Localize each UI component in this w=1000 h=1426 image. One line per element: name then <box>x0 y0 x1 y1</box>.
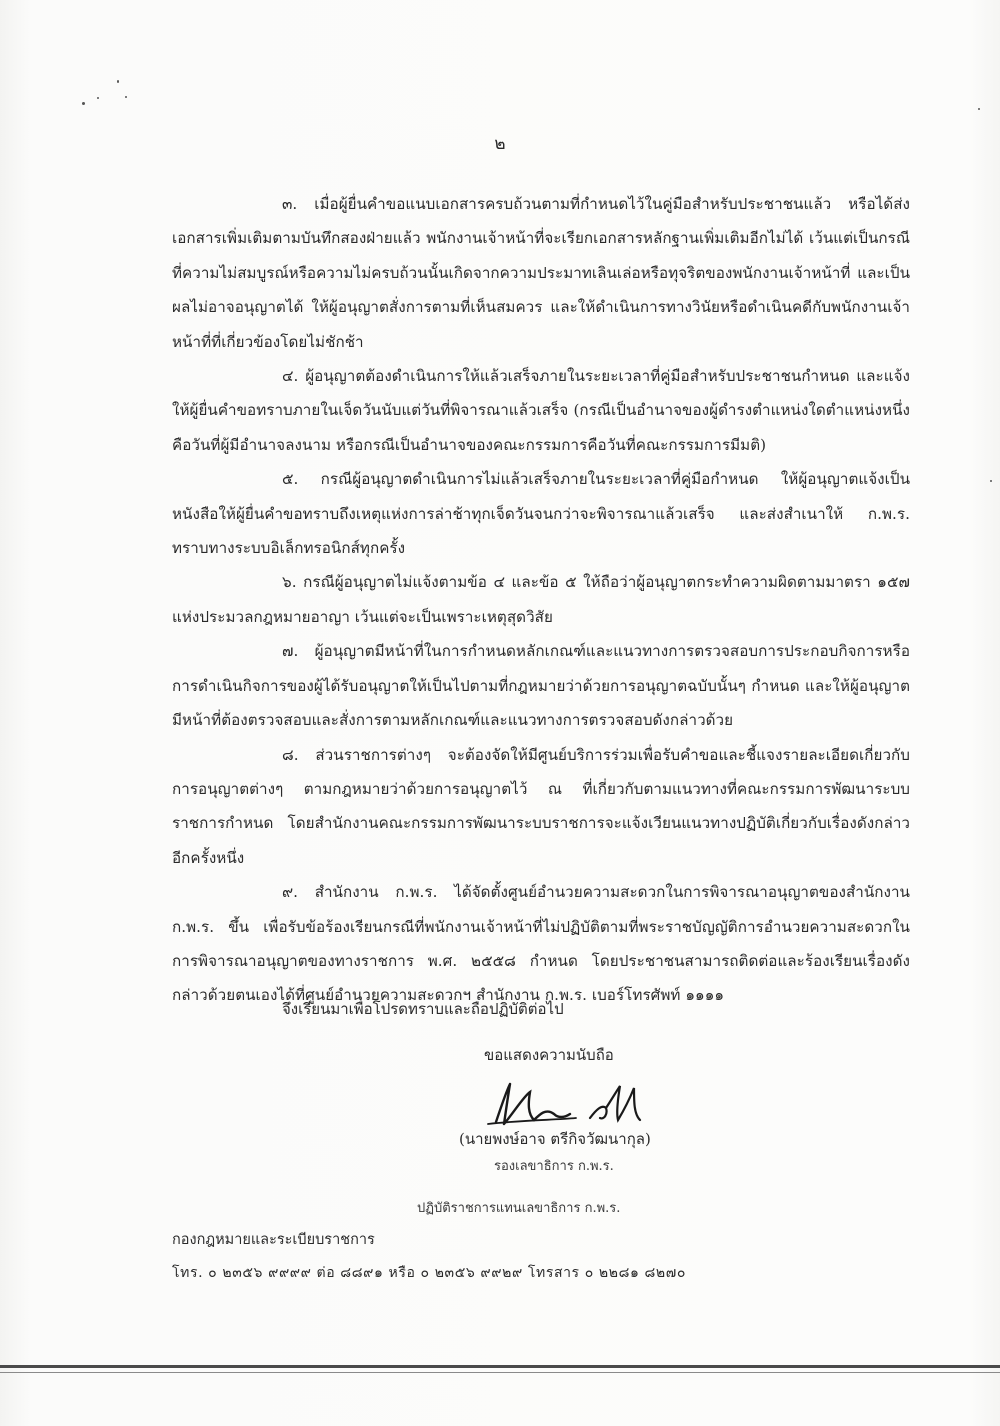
page-number: ๒ <box>494 134 506 154</box>
body-text <box>172 187 910 1013</box>
scan-edge-line <box>0 1365 1000 1368</box>
scan-speck <box>990 480 992 482</box>
paragraph-4: ๔. ผู้อนุญาตต้องดำเนินการให้แล้วเสร็จภายในระยะเวลาที่คู่มือสำหรับประชาชนกำหนด และแจ้งให้ผู้ยื่นคำขอทราบภายในเจ็ดวันนับแต่วันที่พิจารณาแล้วเสร็จ (กรณีเป็นอำนาจของผู้ดำรงตำแหน่งใดตำแหน่งหนึ่งคือวันที่ผู้มีอำนาจลงนาม หรือกรณีเป็นอำนาจของคณะกรรมการคือวันที่คณะกรรมการมีมติ) <box>172 367 910 454</box>
paragraph-9: ๙. สำนักงาน ก.พ.ร. ได้จัดตั้งศูนย์อำนวยความสะดวกในการพิจารณาอนุญาตของสำนักงาน ก.พ.ร. ขึ้น เพื่อรับข้อร้องเรียนกรณีที่พนักงานเจ้าหน้าที่ไม่ปฏิบัติตามที่พระราชบัญญัติการอำนวยความสะดวกในการพิจารณาอนุญาตของทางราชการ พ.ศ. ๒๕๕๘ กำหนด โดยประชาชนสามารถติดต่อและร้องเรียนเรื่องดังกล่าวด้วยตนเองได้ที่ศูนย์อำนวยความสะดวกฯ สำนักงาน ก.พ.ร. เบอร์โทรศัพท์ ๑๑๑๑ <box>172 883 910 1005</box>
scan-speck <box>82 102 85 105</box>
scan-speck <box>125 96 127 98</box>
paragraph-7: ๗. ผู้อนุญาตมีหน้าที่ในการกำหนดหลักเกณฑ์และแนวทางการตรวจสอบการประกอบกิจการหรือการดำเนินกิจการของผู้ได้รับอนุญาตให้เป็นไปตามที่กฎหมายว่าด้วยการอนุญาตฉบับนั้นๆ กำหนด และให้ผู้อนุญาตมีหน้าที่ต้องตรวจสอบและสั่งการตามหลักเกณฑ์และแนวทางการตรวจสอบดังกล่าวด้วย <box>172 642 910 730</box>
paragraph-6: ๖. กรณีผู้อนุญาตไม่แจ้งตามข้อ ๔ และข้อ ๕ ให้ถือว่าผู้อนุญาตกระทำความผิดตามมาตรา ๑๕๗ แห่งประมวลกฎหมายอาญา เว้นแต่จะเป็นเพราะเหตุสุดวิสัย <box>172 573 910 626</box>
signer-name: (นายพงษ์อาจ ตรีกิจวัฒนากุล) <box>459 1130 651 1148</box>
scan-speck <box>978 108 980 110</box>
scan-speck <box>117 80 119 83</box>
signer-acting-position: ปฏิบัติราชการแทนเลขาธิการ ก.พ.ร. <box>417 1201 621 1216</box>
department-name: กองกฎหมายและระเบียบราชการ <box>172 1232 375 1248</box>
regards-line: ขอแสดงความนับถือ <box>484 1046 614 1064</box>
handwritten-signature <box>484 1074 664 1134</box>
contact-line: โทร. ๐ ๒๓๕๖ ๙๙๙๙ ต่อ ๘๘๙๑ หรือ ๐ ๒๓๕๖ ๙๙๒๙ โทรสาร ๐ ๒๒๘๑ ๘๒๗๐ <box>172 1265 687 1281</box>
closing-line: จึงเรียนมาเพื่อโปรดทราบและถือปฏิบัติต่อไป <box>282 1000 564 1018</box>
paragraph-5: ๕. กรณีผู้อนุญาตดำเนินการไม่แล้วเสร็จภายในระยะเวลาที่คู่มือกำหนด ให้ผู้อนุญาตแจ้งเป็นหนังสือให้ผู้ยื่นคำขอทราบถึงเหตุแห่งการล่าช้าทุกเจ็ดวันจนกว่าจะพิจารณาแล้วเสร็จ และส่งสำเนาให้ ก.พ.ร. ทราบทางระบบอิเล็กทรอนิกส์ทุกครั้ง <box>172 470 910 558</box>
scan-edge-line <box>0 1372 1000 1373</box>
scan-speck <box>97 97 99 99</box>
signer-position: รองเลขาธิการ ก.พ.ร. <box>494 1159 614 1174</box>
paragraph-3: ๓. เมื่อผู้ยื่นคำขอแนบเอกสารครบถ้วนตามที่กำหนดไว้ในคู่มือสำหรับประชาชนแล้ว หรือได้ส่งเอกสารเพิ่มเติมตามบันทึกสองฝ่ายแล้ว พนักงานเจ้าหน้าที่จะเรียกเอกสารหลักฐานเพิ่มเติมอีกไม่ได้ เว้นแต่เป็นกรณีที่ความไม่สมบูรณ์หรือความไม่ครบถ้วนนั้นเกิดจากความประมาทเลินเล่อหรือทุจริตของพนักงานเจ้าหน้าที่ และเป็นผลไม่อาจอนุญาตได้ ให้ผู้อนุญาตสั่งการตามที่เห็นสมควร และให้ดำเนินการทางวินัยหรือดำเนินคดีกับพนักงานเจ้าหน้าที่ที่เกี่ยวข้องโดยไม่ชักช้า <box>172 195 910 351</box>
paragraph-8: ๘. ส่วนราชการต่างๆ จะต้องจัดให้มีศูนย์บริการร่วมเพื่อรับคำขอและชี้แจงรายละเอียดเกี่ยวกับการอนุญาตต่างๆ ตามกฎหมายว่าด้วยการอนุญาตไว้ ณ ที่เกี่ยวกับตามแนวทางที่คณะกรรมการพัฒนาระบบราชการกำหนด โดยสำนักงานคณะกรรมการพัฒนาระบบราชการจะแจ้งเวียนแนวทางปฏิบัติเกี่ยวกับเรื่องดังกล่าวอีกครั้งหนึ่ง <box>172 745 910 867</box>
